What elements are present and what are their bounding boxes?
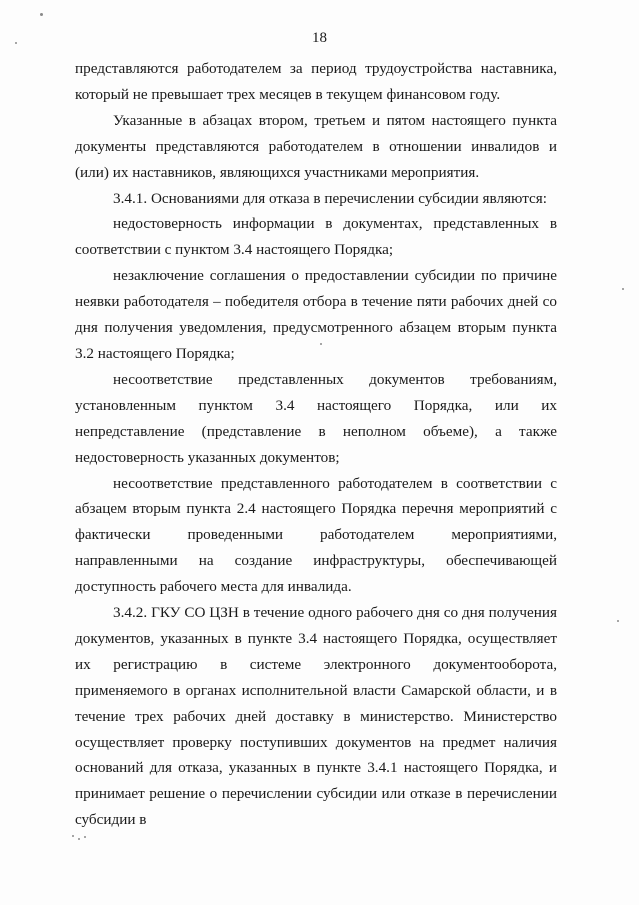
paragraph-documents-by-employer: Указанные в абзацах втором, третьем и пятом настоящего пункта документы представляются работодателем в отношении инвалидов и (или) их наставников, являющихся участниками мероприятия. bbox=[75, 111, 557, 181]
paragraph-refusal-ground-3: несоответствие представленных документов требованиям, установленным пунктом 3.4 настоящего Порядка, или их непредставление (представление в неполном объеме), а также недостоверность указанных документов; bbox=[75, 370, 557, 466]
scan-speck bbox=[320, 343, 322, 345]
paragraph-refusal-ground-4: несоответствие представленного работодателем в соответствии с абзацем вторым пункта 2.4 настоящего Порядка перечня мероприятий с фактически проведенными работодателем мероприятиями, направленными на создание инфраструктуры, обеспечивающей доступность рабочего места для инвалида. bbox=[75, 474, 557, 596]
scan-speck bbox=[40, 13, 43, 16]
paragraph-refusal-ground-1: недостоверность информации в документах, представленных в соответствии с пунктом 3.4 настоящего Порядка; bbox=[75, 215, 557, 259]
paragraph-3-4-1-heading: 3.4.1. Основаниями для отказа в перечислении субсидии являются: bbox=[113, 189, 547, 207]
page-number: 18 bbox=[312, 30, 327, 46]
paragraph-3-4-2: 3.4.2. ГКУ СО ЦЗН в течение одного рабочего дня со дня получения документов, указанных в пункте 3.4 настоящего Порядка, осуществляет их регистрацию в системе электронного документооборота, применяемого в органах исполнительной власти Самарской области, и в течение трех рабочих дней доставку в министерство. Министерство осуществляет проверку поступивших документов на предмет наличия оснований для отказа, указанных в пункте 3.4.1 настоящего Порядка, и принимает решение о перечислении субсидии или отказе в перечислении субсидии в bbox=[75, 604, 557, 829]
scan-speck bbox=[15, 42, 17, 44]
paragraph-continuation: представляются работодателем за период трудоустройства наставника, который не превышает трех месяцев в текущем финансовом году. bbox=[75, 60, 557, 103]
scan-speck bbox=[84, 836, 86, 838]
scan-speck bbox=[617, 620, 619, 622]
paragraph-refusal-ground-2: незаключение соглашения о предоставлении субсидии по причине неявки работодателя – победителя отбора в течение пяти рабочих дней со дня получения уведомления, предусмотренного абзацем вторым пункта 3.2 настоящего Порядка; bbox=[75, 267, 557, 362]
scan-speck bbox=[72, 835, 74, 837]
document-body bbox=[75, 56, 557, 833]
scan-speck bbox=[622, 288, 624, 290]
scan-speck bbox=[78, 838, 80, 840]
